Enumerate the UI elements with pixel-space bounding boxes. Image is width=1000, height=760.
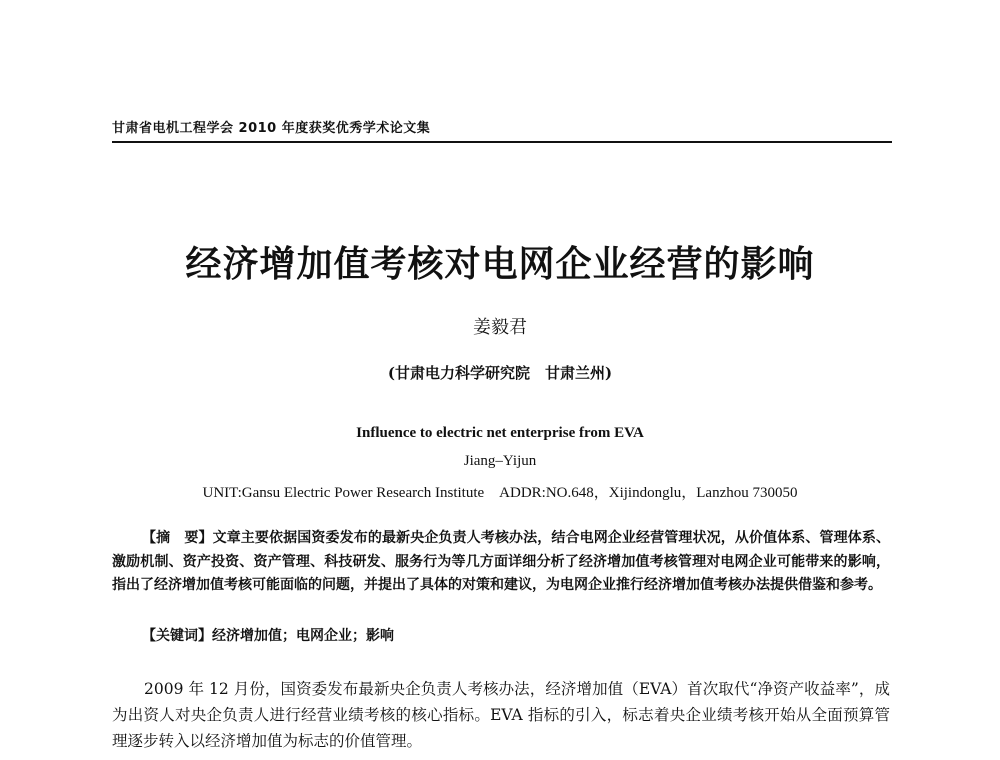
abstract-text: 文章主要依据国资委发布的最新央企负责人考核办法，结合电网企业经营管理状况，从价值体系、管理体系、激励机制、资产投资、资产管理、科技研发、服务行为等几方面详细分析了经济增加值考核管理对电网企业可能带来的影响，指出了经济增加值考核可能面临的问题，并提出了具体的对策和建议，为电网企业推行经济增加值考核办法提供借鉴和参考。 <box>112 530 890 593</box>
author-affiliation: (甘肃电力科学研究院 甘肃兰州) <box>387 364 613 382</box>
abstract-label: 【摘 要】 <box>142 530 213 546</box>
abstract <box>112 527 890 598</box>
keywords-text: 经济增加值；电网企业；影响 <box>212 628 394 644</box>
header-rule <box>112 141 892 143</box>
body-paragraph: 2009 年 12 月份，国资委发布最新央企负责人考核办法，经济增加值（EVA）首次取代“净资产收益率”，成为出资人对央企负责人进行经营业绩考核的核心指标。EVA 指标的引入，标志着央企业绩考核开始从全面预算管理逐步转入以经济增加值为标志的价值管理。 <box>112 680 890 750</box>
keywords <box>112 625 890 645</box>
keywords-label: 【关键词】 <box>142 628 212 644</box>
author-name: 姜毅君 <box>473 317 527 338</box>
english-unit-address: UNIT:Gansu Electric Power Research Institute ADDR:NO.648，Xijindonglu，Lanzhou 730050 <box>202 485 798 501</box>
paper-title: 经济增加值考核对电网企业经营的影响 <box>185 243 815 285</box>
english-title: Influence to electric net enterprise from EVA <box>356 425 644 441</box>
journal-header: 甘肃省电机工程学会 2010 年度获奖优秀学术论文集 <box>112 121 431 136</box>
english-author: Jiang–Yijun <box>463 453 537 469</box>
